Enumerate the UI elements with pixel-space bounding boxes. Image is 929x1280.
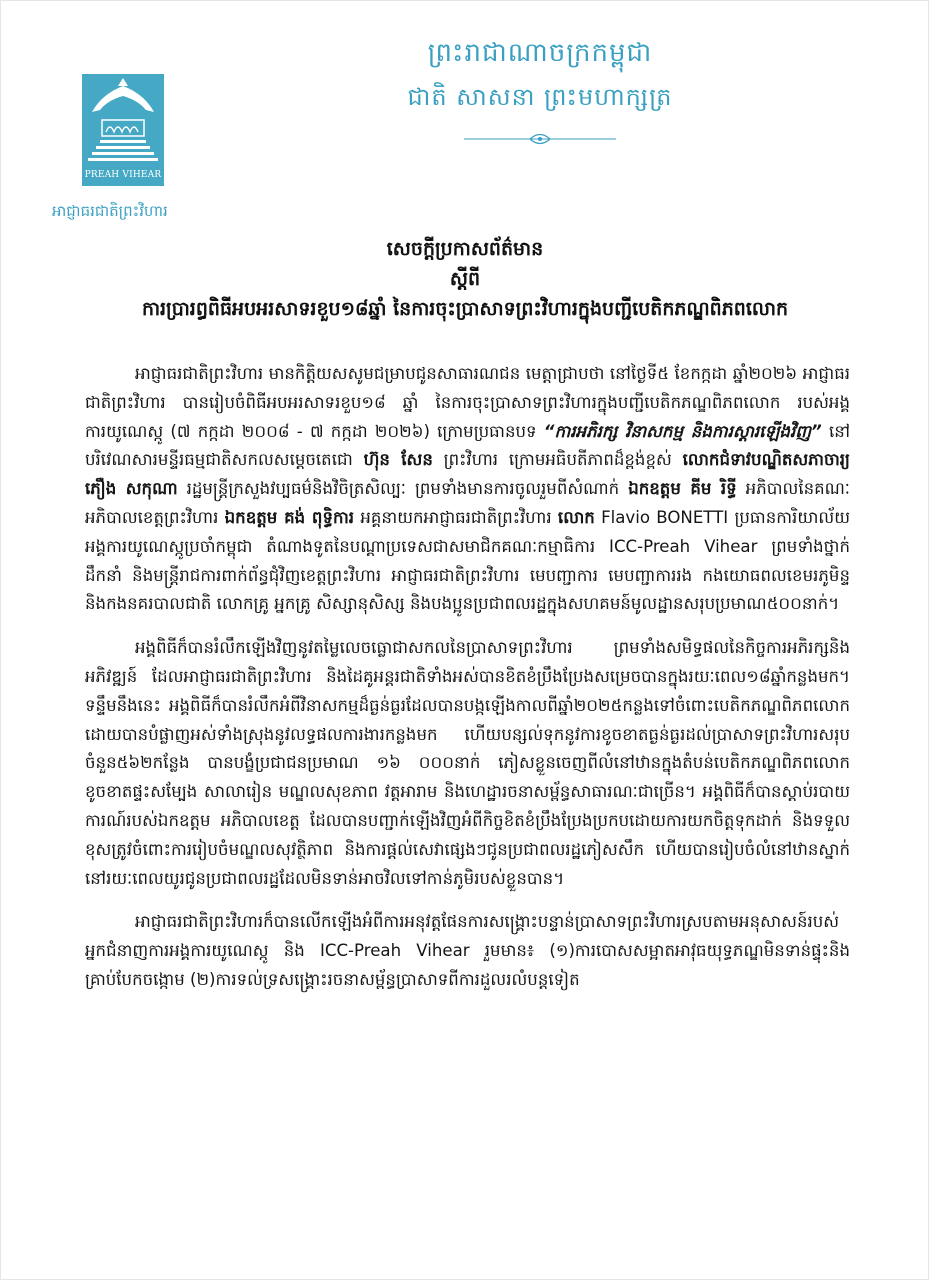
paragraph-3: អាជ្ញាធរជាតិព្រះវិហារក៏បានលើកឡើងអំពីការអនុវត្តផែនការសង្គ្រោះបន្ទាន់ប្រាសាទព្រះវិហារស្របតាមអនុសាសន៍របស់អ្នកជំនាញការអង្គការយូណេស្កូ និង ICC-Preah Vihear រួមមាន៖ (១)ការបោសសម្អាតអាវុធយុទ្ធភណ្ឌមិនទាន់ផ្ទុះនិងគ្រាប់បែកចង្កោម (២)ការទល់ទ្រសង្គ្រោះរចនាសម្ព័ន្ធប្រាសាទពីការដួលរលំបន្តទៀត — [85, 912, 850, 989]
theme-quote: “ការអភិរក្ស វិនាសកម្ម និងការស្តារឡើងវិញ” — [543, 421, 822, 441]
name-emphasis: លោកជំទាវបណ្ឌិតសភាចារ្យ ភឿង សកុណា — [85, 450, 850, 499]
document-subject-label: ស្ដីពី — [449, 268, 481, 290]
text-run: Flavio BONETTI ប្រធានការិយាល័យអង្គការយូណេស្កូប្រចាំកម្ពុជា តំណាងទូតនៃបណ្ដាប្រទេសជាសមាជិកគណៈកម្មាធិការ ICC-Preah Vihear ព្រមទាំងថ្នាក់ដឹកនាំ និងមន្ត្រីរាជការពាក់ព័ន្ធជុំវិញខេត្តព្រះវិហារ អាជ្ញាធរជាតិព្រះវិហារ មេបញ្ជាការ មេបញ្ជាការរង កងយោធពលខេមរភូមិន្ទ និងកងនគរបាលជាតិ លោកគ្រូ អ្នកគ្រូ សិស្សានុសិស្ស និងបងប្អូនប្រជាពលរដ្ឋក្នុងសហគមន៍មូលដ្ឋានសរុបប្រមាណ៥០០នាក់។ — [85, 507, 850, 614]
organization-name: អាជ្ញាធរជាតិព្រះវិហារ — [52, 202, 168, 220]
text-run: អាជ្ញាធរជាតិព្រះវិហារ មានកិត្តិយសសូមជម្រាបជូនសាធារណជន មេត្តាជ្រាបថា នៅថ្ងៃទី៥ ខែកក្កដា ឆ្នាំ២០២៦ អាជ្ញាធរជាតិព្រះវិហារ បានរៀបចំពិធីអបអរសាទរខួប១៨ ឆ្នាំ នៃការចុះប្រាសាទព្រះវិហារក្នុងបញ្ជីបេតិកភណ្ឌពិភពលោក របស់អង្គការយូណេស្កូ (៧ កក្កដា ២០០៨ - ៧ កក្កដា ២០២៦) ក្រោមប្រធានបទ — [85, 364, 850, 441]
name-emphasis: ហ៊ុន សែន — [363, 450, 433, 470]
paragraph-2: អង្គពិធីក៏បានរំលឹកឡើងវិញនូវតម្លៃលេចធ្លោជាសកលនៃប្រាសាទព្រះវិហារ ព្រមទាំងសមិទ្ធផលនៃកិច្ចការអភិរក្សនិងអភិវឌ្ឍន៍ ដែលអាជ្ញាធរជាតិព្រះវិហារ និងដៃគូអន្តរជាតិទាំងអស់បានខិតខំប្រឹងប្រែងសម្រេចបានក្នុងរយៈពេល១៨ឆ្នាំកន្លងមក។ ទន្ទឹមនឹងនេះ អង្គពិធីក៏បានរំលឹកអំពីវិនាសកម្មដ៏ធ្ងន់ធ្ងរដែលបានបង្កឡើងកាលពីឆ្នាំ២០២៥កន្លងទៅចំពោះបេតិកភណ្ឌពិភពលោក ដោយបានបំផ្លាញអស់ទាំងស្រុងនូវលទ្ធផលការងារកន្លងមក ហើយបន្សល់ទុកនូវការខូចខាតធ្ងន់ធ្ងរដល់ប្រាសាទព្រះវិហារសរុបចំនួន៥៦២កន្លែង បានបង្ខំប្រជាជនប្រមាណ ១៦ ០០០នាក់ ភៀសខ្លួនចេញពីលំនៅឋានក្នុងតំបន់បេតិកភណ្ឌពិភពលោក ខូចខាតផ្ទះសម្បែង សាលារៀន មណ្ឌលសុខភាព វត្តអារាម និងហេដ្ឋារចនាសម្ព័ន្ធសាធារណៈជាច្រើន។ អង្គពិធីក៏បានស្ដាប់របាយការណ៍របស់ឯកឧត្ដម អភិបាលខេត្ត ដែលបានបញ្ជាក់ឡើងវិញអំពីកិច្ចខិតខំប្រឹងប្រែងប្រកបដោយការយកចិត្តទុកដាក់ និងទទួលខុសត្រូវចំពោះការរៀបចំមណ្ឌលសុវត្ថិភាព និងការផ្ដល់សេវាផ្សេងៗជូនប្រជាពលរដ្ឋភៀសសឹក ហើយបានរៀបចំលំនៅឋានស្នាក់នៅរយៈពេលយូរជូនប្រជាពលរដ្ឋដែលមិនទាន់អាចវិលទៅកាន់ភូមិរបស់ខ្លួនបាន។ — [85, 638, 850, 888]
logo-caption: PREAH VIHEAR — [84, 170, 162, 180]
temple-emblem-icon — [82, 74, 164, 186]
document-subject: ការប្រារព្ធពិធីអបអរសាទរខួប១៨ឆ្នាំ នៃការចុះប្រាសាទព្រះវិហារក្នុងបញ្ជីបេតិកភណ្ឌពិភពលោក — [141, 298, 789, 320]
text-run: រដ្ឋមន្ត្រីក្រសួងវប្បធម៌និងវិចិត្រសិល្បៈ ព្រមទាំងមានការចូលរួមពីសំណាក់ — [177, 479, 629, 499]
document-title: សេចក្ដីប្រកាសព័ត៌មាន — [386, 238, 544, 260]
article-body — [85, 360, 850, 1010]
ornament-divider-icon — [460, 132, 620, 146]
kingdom-heading: ព្រះរាជាណាចក្រកម្ពុជា — [427, 38, 653, 68]
text-run: អគ្គនាយកអាជ្ញាធរជាតិព្រះវិហារ — [354, 507, 558, 527]
name-emphasis: លោក — [557, 507, 595, 527]
national-motto: ជាតិ សាសនា ព្រះមហាក្សត្រ — [407, 83, 673, 111]
text-run: នៅបរិវេណសារមន្ទីរធម្មជាតិសកលសម្ដេចតេជោ — [85, 421, 851, 470]
name-emphasis: ឯកឧត្ដម គីម រិទ្ធី — [628, 479, 737, 499]
text-run: អភិបាលនៃគណៈអភិបាលខេត្តព្រះវិហារ — [85, 479, 850, 527]
text-run: ព្រះវិហារ ក្រោមអធិបតីភាពដ៏ខ្ពង់ខ្ពស់ — [432, 450, 683, 470]
paragraph-1 — [85, 360, 850, 619]
org-logo — [82, 74, 166, 186]
name-emphasis: ឯកឧត្ដម គង់ ពុទ្ធិការ — [224, 507, 355, 527]
